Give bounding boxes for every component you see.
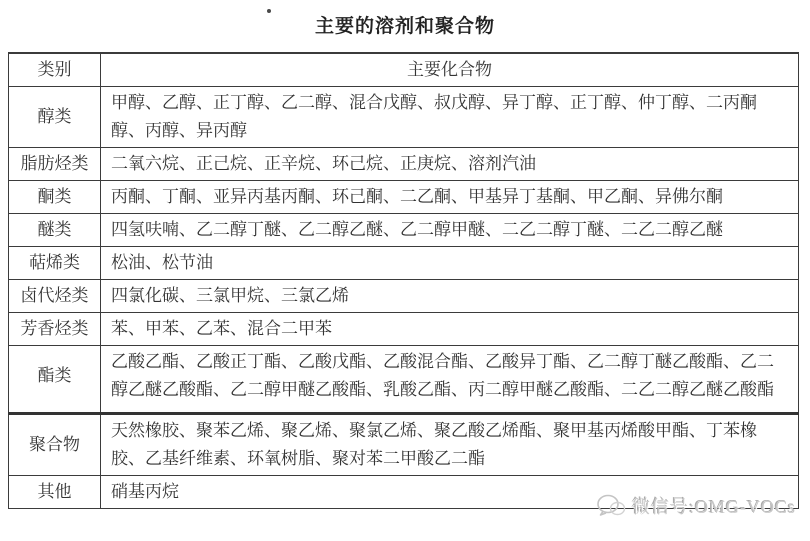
header-category: 类别: [9, 53, 101, 87]
compounds-cell: 二氧六烷、正己烷、正辛烷、环己烷、正庚烷、溶剂汽油: [101, 148, 799, 181]
table-row-ketones: [9, 181, 799, 214]
category-cell: 醚类: [9, 214, 101, 247]
header-compounds: 主要化合物: [101, 53, 799, 87]
table-header-row: [9, 53, 799, 87]
table-row-ethers: [9, 214, 799, 247]
compounds-cell: 天然橡胶、聚苯乙烯、聚乙烯、聚氯乙烯、聚乙酸乙烯酯、聚甲基丙烯酸甲酯、丁苯橡胶、乙基纤维素、环氧树脂、聚对苯二甲酸乙二酯: [101, 414, 799, 476]
compounds-cell: 松油、松节油: [101, 247, 799, 280]
compounds-cell: 乙酸乙酯、乙酸正丁酯、乙酸戊酯、乙酸混合酯、乙酸异丁酯、乙二醇丁醚乙酸酯、乙二醇乙醚乙酸酯、乙二醇甲醚乙酸酯、乳酸乙酯、丙二醇甲醚乙酸酯、二乙二醇乙醚乙酸酯: [101, 346, 799, 414]
table-row-aromatic-hydrocarbons: [9, 313, 799, 346]
table-row-others: [9, 476, 799, 509]
category-cell: 醇类: [9, 87, 101, 148]
table-row-alcohols: [9, 87, 799, 148]
page-title: 主要的溶剂和聚合物: [314, 16, 495, 37]
category-cell: 卤代烃类: [9, 280, 101, 313]
compounds-cell: 苯、甲苯、乙苯、混合二甲苯: [101, 313, 799, 346]
table-row-polymers: [9, 414, 799, 476]
category-cell: 芳香烃类: [9, 313, 101, 346]
category-cell: 聚合物: [9, 414, 101, 476]
table-row-halogenated-hydrocarbons: [9, 280, 799, 313]
compounds-cell: 四氯化碳、三氯甲烷、三氯乙烯: [101, 280, 799, 313]
category-cell: 脂肪烃类: [9, 148, 101, 181]
table-row-esters: [9, 346, 799, 414]
category-cell: 萜烯类: [9, 247, 101, 280]
table-row-terpenes: [9, 247, 799, 280]
compounds-cell: 硝基丙烷: [101, 476, 799, 509]
dot-artifact: [267, 9, 271, 13]
watermark-label: 微信号:OMG-VOCs: [631, 497, 796, 517]
solvents-table: [8, 52, 799, 509]
compounds-cell: 甲醇、乙醇、正丁醇、乙二醇、混合戊醇、叔戊醇、异丁醇、正丁醇、仲丁醇、二丙酮醇、丙醇、异丙醇: [101, 87, 799, 148]
table-row-aliphatic-hydrocarbons: [9, 148, 799, 181]
category-cell: 酯类: [9, 346, 101, 414]
category-cell: 酮类: [9, 181, 101, 214]
compounds-cell: 丙酮、丁酮、亚异丙基丙酮、环己酮、二乙酮、甲基异丁基酮、甲乙酮、异佛尔酮: [101, 181, 799, 214]
compounds-cell: 四氢呋喃、乙二醇丁醚、乙二醇乙醚、乙二醇甲醚、二乙二醇丁醚、二乙二醇乙醚: [101, 214, 799, 247]
category-cell: 其他: [9, 476, 101, 509]
